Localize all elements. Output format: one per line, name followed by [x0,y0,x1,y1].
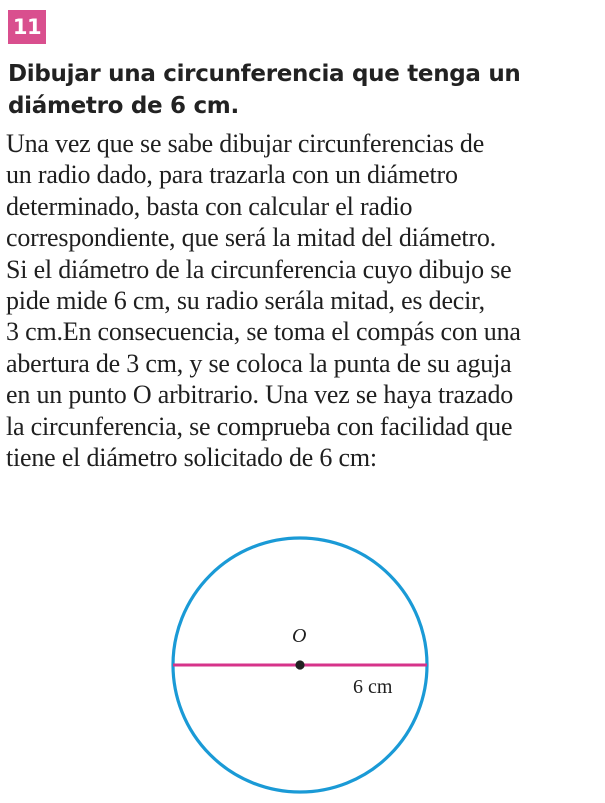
diameter-label: 6 cm [353,676,393,698]
exercise-title [8,58,598,122]
body-line: un radio dado, para trazarla con un diámetro [6,160,458,190]
circle-diagram [160,527,440,803]
body-line: tiene el diámetro solicitado de 6 cm: [6,443,377,473]
body-line: determinado, basta con calcular el radio [6,191,413,221]
circle-diagram-svg [160,527,440,803]
center-point [295,660,304,669]
exercise-number-badge [8,10,46,44]
body-line: correspondiente, que será la mitad del diámetro. [6,223,496,253]
title-line: Dibujar una circunferencia que tenga un [8,61,521,87]
body-line: 3 cm.En consecuencia, se toma el compás con una [6,317,521,347]
exercise-body [6,128,605,473]
body-line: abertura de 3 cm, y se coloca la punta de su aguja [6,348,512,378]
body-line: en un punto O arbitrario. Una vez se haya trazado [6,380,514,410]
body-line: la circunferencia, se comprueba con facilidad que [6,411,513,441]
center-label: O [292,625,307,647]
exercise-number: 11 [12,15,42,39]
body-line: Si el diámetro de la circunferencia cuyo dibujo se [6,254,512,284]
body-line: pide mide 6 cm, su radio serála mitad, es decir, [6,286,485,316]
title-line: diámetro de 6 cm. [8,93,239,119]
body-line: Una vez que se sabe dibujar circunferencias de [6,129,485,158]
